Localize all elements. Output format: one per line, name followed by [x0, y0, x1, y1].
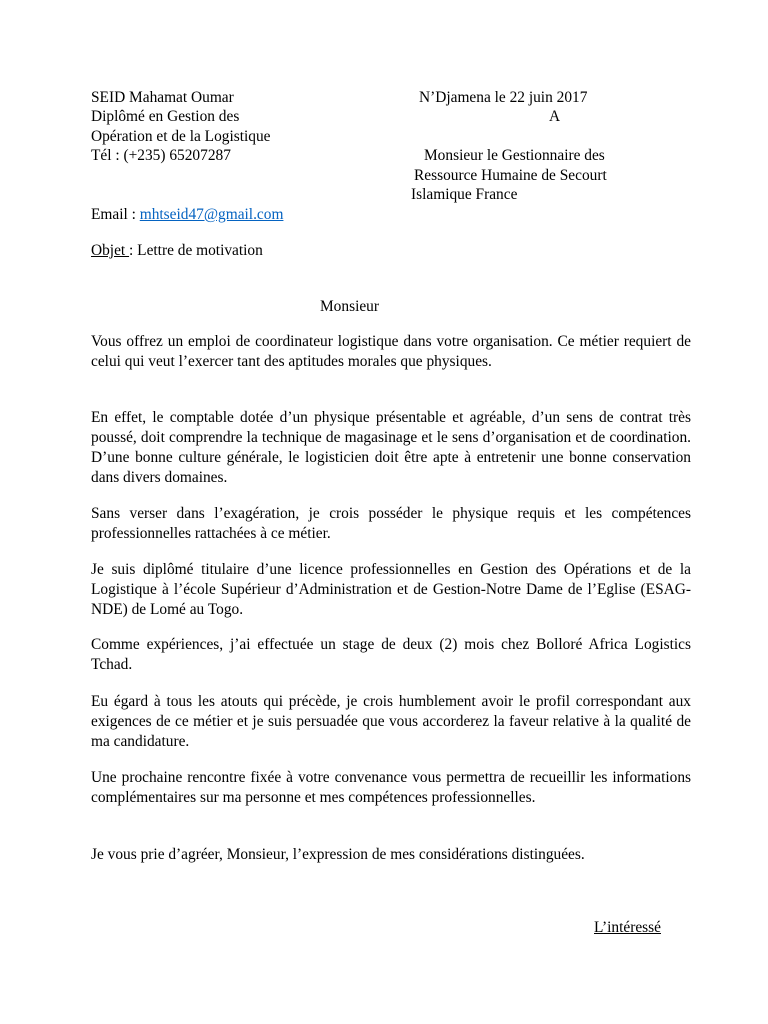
recipient-line3: Islamique France	[411, 186, 518, 203]
subject-line	[91, 241, 263, 261]
email-line	[91, 205, 283, 225]
email-label: Email :	[91, 206, 140, 223]
subject-label: Objet	[91, 242, 130, 259]
sender-degree-line2: Opération et de la Logistique	[91, 128, 271, 145]
email-link[interactable]: mhtseid47@gmail.com	[139, 206, 284, 223]
sender-degree-line1: Diplômé en Gestion des	[91, 108, 240, 125]
salutation: Monsieur	[320, 298, 379, 315]
paragraph-7: Une prochaine rencontre fixée à votre convenance vous permettra de recueillir les informations complémentaires sur ma personne et mes compétences professionnelles.	[91, 769, 691, 806]
recipient-line1: Monsieur le Gestionnaire des	[424, 147, 605, 164]
paragraph-6: Eu égard à tous les atouts qui précède, je crois humblement avoir le profil correspondant aux exigences de ce métier et je suis persuadée que vous accorderez la faveur relative à la qualité de ma candidature.	[91, 693, 691, 750]
subject-text: : Lettre de motivation	[129, 242, 263, 259]
recipient-line2: Ressource Humaine de Secourt	[414, 167, 607, 184]
paragraph-1: Vous offrez un emploi de coordinateur logistique dans votre organisation. Ce métier requiert de celui qui veut l’exercer tant des aptitudes morales que physiques.	[91, 333, 691, 370]
to-marker: A	[549, 108, 561, 125]
sender-name: SEID Mahamat Oumar	[91, 89, 234, 106]
paragraph-8: Je vous prie d’agréer, Monsieur, l’expression de mes considérations distinguées.	[91, 846, 585, 863]
signature: L’intéressé	[594, 919, 661, 936]
paragraph-3: Sans verser dans l’exagération, je crois posséder le physique requis et les compétences professionnelles rattachées à ce métier.	[91, 505, 691, 542]
paragraph-4: Je suis diplômé titulaire d’une licence professionnelles en Gestion des Opérations et de la Logistique à l’école Supérieur d’Administration et de Gestion-Notre Dame de l’Eglise (ESAG-NDE) de Lomé au Togo.	[91, 561, 691, 618]
sender-phone: Tél : (+235) 65207287	[91, 147, 231, 164]
paragraph-5: Comme expériences, j’ai effectuée un stage de deux (2) mois chez Bolloré Africa Logistics Tchad.	[91, 636, 691, 673]
place-date: N’Djamena le 22 juin 2017	[419, 89, 588, 106]
paragraph-2: En effet, le comptable dotée d’un physique présentable et agréable, d’un sens de contrat très poussé, doit comprendre la technique de magasinage et le sens d’organisation et de coordination. D’une bonne culture générale, le logisticien doit être apte à entretenir une bonne conservation dans divers domaines.	[91, 409, 691, 486]
